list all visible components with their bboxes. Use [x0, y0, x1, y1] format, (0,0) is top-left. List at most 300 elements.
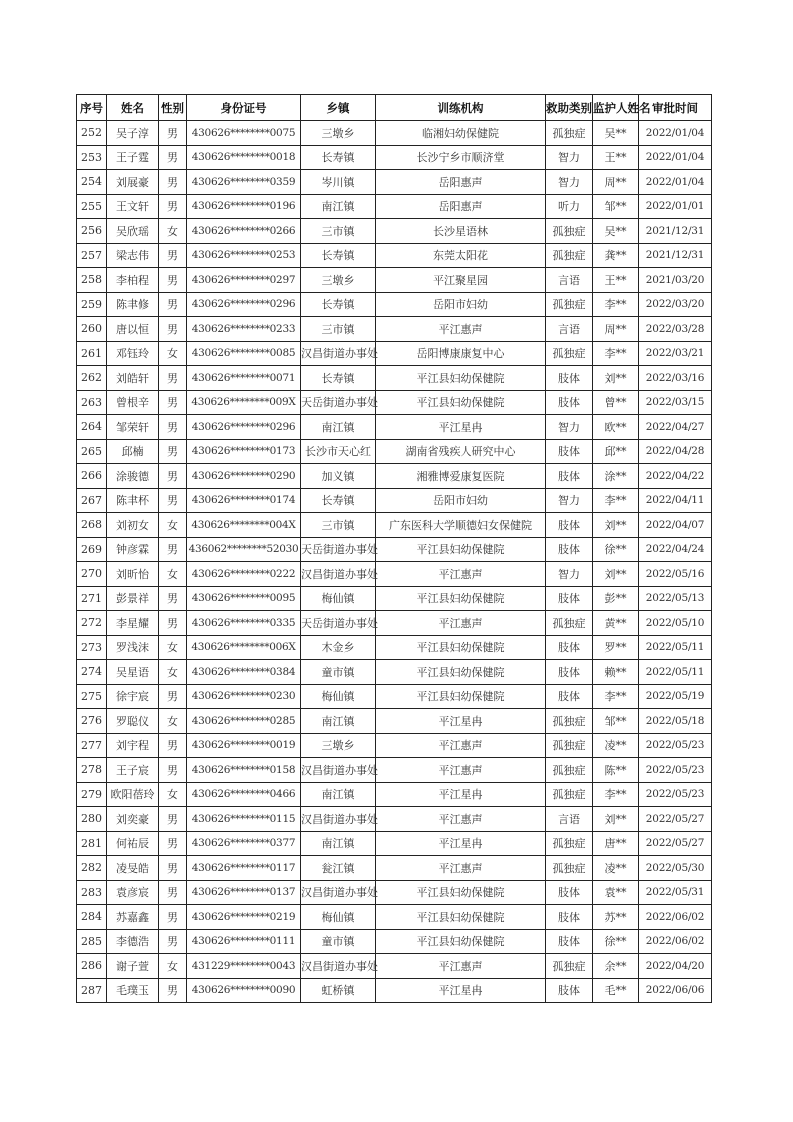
cell-seq: 260: [77, 317, 107, 342]
cell-id-number: 430626********0296: [187, 292, 301, 317]
table-row: [77, 611, 712, 636]
cell-guardian-name: 徐**: [593, 537, 639, 562]
cell-training-institution: 平江县妇幼保健院: [376, 929, 546, 954]
cell-id-number: 430626********0071: [187, 366, 301, 391]
table-row: [77, 831, 712, 856]
cell-id-number: 430626********0075: [187, 121, 301, 146]
cell-guardian-name: 吴**: [593, 121, 639, 146]
cell-approval-date: 2022/03/16: [639, 366, 712, 391]
cell-seq: 265: [77, 439, 107, 464]
cell-id-number: 430626********0359: [187, 170, 301, 195]
cell-approval-date: 2022/03/28: [639, 317, 712, 342]
cell-id-number: 431229********0043: [187, 954, 301, 979]
cell-seq: 278: [77, 758, 107, 783]
cell-assistance-category: 孤独症: [546, 121, 593, 146]
table-row: [77, 929, 712, 954]
rehab-assistance-table: [76, 94, 712, 1003]
cell-training-institution: 平江惠声: [376, 954, 546, 979]
cell-township: 三墩乡: [301, 268, 376, 293]
cell-gender: 男: [159, 733, 187, 758]
cell-training-institution: 平江惠声: [376, 758, 546, 783]
cell-gender: 女: [159, 513, 187, 538]
cell-guardian-name: 凌**: [593, 856, 639, 881]
cell-township: 南江镇: [301, 415, 376, 440]
cell-id-number: 430626********0095: [187, 586, 301, 611]
cell-township: 岑川镇: [301, 170, 376, 195]
cell-approval-date: 2022/03/15: [639, 390, 712, 415]
cell-name: 徐宇宸: [107, 684, 159, 709]
cell-gender: 女: [159, 562, 187, 587]
cell-township: 三市镇: [301, 513, 376, 538]
cell-name: 李柏程: [107, 268, 159, 293]
cell-training-institution: 平江县妇幼保健院: [376, 905, 546, 930]
cell-id-number: 430626********0253: [187, 243, 301, 268]
cell-seq: 279: [77, 782, 107, 807]
cell-guardian-name: 周**: [593, 170, 639, 195]
cell-training-institution: 平江聚星园: [376, 268, 546, 293]
table-row: [77, 880, 712, 905]
cell-assistance-category: 肢体: [546, 537, 593, 562]
cell-seq: 253: [77, 145, 107, 170]
cell-name: 刘宇程: [107, 733, 159, 758]
cell-assistance-category: 孤独症: [546, 611, 593, 636]
cell-assistance-category: 肢体: [546, 880, 593, 905]
cell-approval-date: 2022/05/27: [639, 807, 712, 832]
table-row: [77, 905, 712, 930]
cell-guardian-name: 吴**: [593, 219, 639, 244]
cell-name: 彭景祥: [107, 586, 159, 611]
cell-id-number: 430626********0158: [187, 758, 301, 783]
cell-guardian-name: 龚**: [593, 243, 639, 268]
cell-approval-date: 2021/03/20: [639, 268, 712, 293]
cell-guardian-name: 苏**: [593, 905, 639, 930]
cell-name: 王文轩: [107, 194, 159, 219]
cell-id-number: 430626********0137: [187, 880, 301, 905]
cell-township: 长寿镇: [301, 145, 376, 170]
cell-name: 王子霆: [107, 145, 159, 170]
cell-approval-date: 2022/05/23: [639, 782, 712, 807]
cell-township: 梅仙镇: [301, 684, 376, 709]
cell-id-number: 430626********0222: [187, 562, 301, 587]
cell-approval-date: 2022/05/16: [639, 562, 712, 587]
cell-township: 汉昌街道办事处: [301, 880, 376, 905]
table-row: [77, 219, 712, 244]
cell-id-number: 430626********0290: [187, 464, 301, 489]
cell-assistance-category: 孤独症: [546, 758, 593, 783]
cell-training-institution: 平江惠声: [376, 733, 546, 758]
cell-approval-date: 2022/05/10: [639, 611, 712, 636]
cell-approval-date: 2022/01/04: [639, 121, 712, 146]
cell-approval-date: 2022/05/13: [639, 586, 712, 611]
cell-approval-date: 2022/05/31: [639, 880, 712, 905]
cell-training-institution: 岳阳市妇幼: [376, 292, 546, 317]
cell-township: 瓮江镇: [301, 856, 376, 881]
cell-approval-date: 2022/04/22: [639, 464, 712, 489]
cell-training-institution: 平江星冉: [376, 782, 546, 807]
cell-name: 欧阳蓓玲: [107, 782, 159, 807]
cell-assistance-category: 孤独症: [546, 292, 593, 317]
cell-gender: 男: [159, 831, 187, 856]
cell-guardian-name: 刘**: [593, 366, 639, 391]
cell-id-number: 430626********0115: [187, 807, 301, 832]
cell-assistance-category: 肢体: [546, 586, 593, 611]
cell-seq: 261: [77, 341, 107, 366]
cell-assistance-category: 智力: [546, 170, 593, 195]
cell-approval-date: 2022/04/07: [639, 513, 712, 538]
cell-approval-date: 2022/01/04: [639, 145, 712, 170]
cell-seq: 271: [77, 586, 107, 611]
cell-guardian-name: 李**: [593, 684, 639, 709]
table-row: [77, 317, 712, 342]
cell-assistance-category: 孤独症: [546, 709, 593, 734]
cell-guardian-name: 王**: [593, 145, 639, 170]
cell-township: 加义镇: [301, 464, 376, 489]
cell-assistance-category: 孤独症: [546, 831, 593, 856]
cell-township: 汉昌街道办事处: [301, 954, 376, 979]
col-header-id-number: 身份证号: [187, 95, 301, 121]
cell-assistance-category: 孤独症: [546, 782, 593, 807]
cell-name: 钟彦霖: [107, 537, 159, 562]
cell-guardian-name: 赖**: [593, 660, 639, 685]
table-row: [77, 488, 712, 513]
cell-training-institution: 广东医科大学顺德妇女保健院: [376, 513, 546, 538]
cell-training-institution: 平江县妇幼保健院: [376, 537, 546, 562]
cell-name: 刘展豪: [107, 170, 159, 195]
cell-assistance-category: 智力: [546, 562, 593, 587]
table-row: [77, 145, 712, 170]
cell-training-institution: 平江县妇幼保健院: [376, 586, 546, 611]
cell-name: 梁志伟: [107, 243, 159, 268]
cell-training-institution: 平江星冉: [376, 831, 546, 856]
table-row: [77, 954, 712, 979]
cell-id-number: 430626********006X: [187, 635, 301, 660]
cell-approval-date: 2022/05/18: [639, 709, 712, 734]
cell-seq: 272: [77, 611, 107, 636]
cell-training-institution: 长沙星语林: [376, 219, 546, 244]
cell-gender: 男: [159, 464, 187, 489]
cell-seq: 281: [77, 831, 107, 856]
cell-approval-date: 2022/05/11: [639, 635, 712, 660]
cell-guardian-name: 唐**: [593, 831, 639, 856]
cell-assistance-category: 肢体: [546, 390, 593, 415]
cell-training-institution: 平江县妇幼保健院: [376, 660, 546, 685]
cell-township: 汉昌街道办事处: [301, 758, 376, 783]
cell-approval-date: 2022/04/27: [639, 415, 712, 440]
cell-approval-date: 2022/05/27: [639, 831, 712, 856]
cell-seq: 252: [77, 121, 107, 146]
cell-guardian-name: 邱**: [593, 439, 639, 464]
cell-id-number: 430626********0174: [187, 488, 301, 513]
cell-guardian-name: 涂**: [593, 464, 639, 489]
table-row: [77, 733, 712, 758]
cell-assistance-category: 听力: [546, 194, 593, 219]
cell-township: 天岳街道办事处: [301, 390, 376, 415]
cell-name: 邹荣轩: [107, 415, 159, 440]
cell-training-institution: 湖南省残疾人研究中心: [376, 439, 546, 464]
cell-approval-date: 2022/05/30: [639, 856, 712, 881]
cell-township: 汉昌街道办事处: [301, 807, 376, 832]
col-header-seq: 序号: [77, 95, 107, 121]
cell-gender: 女: [159, 660, 187, 685]
cell-assistance-category: 肢体: [546, 513, 593, 538]
cell-gender: 女: [159, 709, 187, 734]
cell-id-number: 430626********009X: [187, 390, 301, 415]
cell-township: 童市镇: [301, 929, 376, 954]
cell-id-number: 430626********0090: [187, 978, 301, 1003]
col-header-name: 姓名: [107, 95, 159, 121]
cell-township: 南江镇: [301, 709, 376, 734]
table-row: [77, 439, 712, 464]
cell-gender: 女: [159, 782, 187, 807]
cell-name: 袁彦宸: [107, 880, 159, 905]
cell-training-institution: 平江惠声: [376, 807, 546, 832]
cell-township: 天岳街道办事处: [301, 537, 376, 562]
cell-name: 何祐辰: [107, 831, 159, 856]
cell-township: 长寿镇: [301, 366, 376, 391]
cell-approval-date: 2022/05/19: [639, 684, 712, 709]
cell-id-number: 430626********0285: [187, 709, 301, 734]
cell-gender: 男: [159, 317, 187, 342]
cell-assistance-category: 言语: [546, 807, 593, 832]
table-row: [77, 415, 712, 440]
cell-approval-date: 2022/01/01: [639, 194, 712, 219]
cell-id-number: 430626********0219: [187, 905, 301, 930]
cell-name: 刘皓轩: [107, 366, 159, 391]
cell-guardian-name: 彭**: [593, 586, 639, 611]
cell-seq: 259: [77, 292, 107, 317]
cell-assistance-category: 智力: [546, 145, 593, 170]
cell-assistance-category: 智力: [546, 415, 593, 440]
cell-gender: 男: [159, 586, 187, 611]
cell-training-institution: 平江惠声: [376, 856, 546, 881]
cell-seq: 269: [77, 537, 107, 562]
cell-assistance-category: 肢体: [546, 366, 593, 391]
col-header-training-institution: 训练机构: [376, 95, 546, 121]
cell-assistance-category: 孤独症: [546, 243, 593, 268]
table-row: [77, 684, 712, 709]
cell-township: 长寿镇: [301, 488, 376, 513]
cell-seq: 273: [77, 635, 107, 660]
cell-assistance-category: 孤独症: [546, 219, 593, 244]
cell-guardian-name: 毛**: [593, 978, 639, 1003]
cell-name: 李德浩: [107, 929, 159, 954]
cell-assistance-category: 孤独症: [546, 954, 593, 979]
cell-guardian-name: 凌**: [593, 733, 639, 758]
cell-seq: 258: [77, 268, 107, 293]
cell-training-institution: 平江县妇幼保健院: [376, 880, 546, 905]
cell-gender: 男: [159, 292, 187, 317]
col-header-approval-date: 审批时间: [639, 95, 712, 121]
cell-id-number: 430626********0230: [187, 684, 301, 709]
cell-gender: 女: [159, 635, 187, 660]
cell-id-number: 430626********0266: [187, 219, 301, 244]
cell-id-number: 430626********004X: [187, 513, 301, 538]
cell-training-institution: 长沙宁乡市顺济堂: [376, 145, 546, 170]
cell-approval-date: 2022/06/06: [639, 978, 712, 1003]
cell-name: 刘昕怡: [107, 562, 159, 587]
cell-seq: 275: [77, 684, 107, 709]
cell-approval-date: 2022/04/20: [639, 954, 712, 979]
cell-gender: 男: [159, 880, 187, 905]
table-row: [77, 390, 712, 415]
cell-gender: 女: [159, 341, 187, 366]
cell-assistance-category: 肢体: [546, 929, 593, 954]
cell-gender: 男: [159, 929, 187, 954]
cell-training-institution: 平江惠声: [376, 611, 546, 636]
cell-id-number: 430626********0085: [187, 341, 301, 366]
cell-seq: 266: [77, 464, 107, 489]
cell-name: 邱楠: [107, 439, 159, 464]
cell-seq: 285: [77, 929, 107, 954]
cell-training-institution: 平江县妇幼保健院: [376, 366, 546, 391]
table-row: [77, 341, 712, 366]
cell-assistance-category: 肢体: [546, 464, 593, 489]
cell-township: 三墩乡: [301, 121, 376, 146]
cell-guardian-name: 李**: [593, 488, 639, 513]
cell-township: 三市镇: [301, 219, 376, 244]
cell-guardian-name: 徐**: [593, 929, 639, 954]
cell-training-institution: 平江惠声: [376, 562, 546, 587]
cell-gender: 女: [159, 954, 187, 979]
cell-gender: 男: [159, 537, 187, 562]
cell-seq: 282: [77, 856, 107, 881]
cell-name: 陈聿杯: [107, 488, 159, 513]
cell-guardian-name: 袁**: [593, 880, 639, 905]
cell-approval-date: 2022/03/21: [639, 341, 712, 366]
cell-id-number: 430626********0196: [187, 194, 301, 219]
cell-seq: 268: [77, 513, 107, 538]
table-row: [77, 807, 712, 832]
cell-assistance-category: 言语: [546, 317, 593, 342]
cell-approval-date: 2022/04/24: [639, 537, 712, 562]
cell-township: 长沙市天心红: [301, 439, 376, 464]
cell-gender: 男: [159, 145, 187, 170]
cell-training-institution: 平江县妇幼保健院: [376, 390, 546, 415]
cell-seq: 254: [77, 170, 107, 195]
table-row: [77, 268, 712, 293]
cell-gender: 男: [159, 856, 187, 881]
cell-approval-date: 2021/12/31: [639, 243, 712, 268]
cell-id-number: 430626********0019: [187, 733, 301, 758]
cell-guardian-name: 李**: [593, 782, 639, 807]
cell-name: 毛璞玉: [107, 978, 159, 1003]
cell-seq: 274: [77, 660, 107, 685]
cell-guardian-name: 刘**: [593, 513, 639, 538]
cell-training-institution: 临湘妇幼保健院: [376, 121, 546, 146]
cell-seq: 270: [77, 562, 107, 587]
cell-name: 涂骏德: [107, 464, 159, 489]
cell-gender: 男: [159, 684, 187, 709]
cell-township: 木金乡: [301, 635, 376, 660]
table-row: [77, 978, 712, 1003]
cell-approval-date: 2022/05/23: [639, 733, 712, 758]
cell-assistance-category: 言语: [546, 268, 593, 293]
cell-gender: 男: [159, 121, 187, 146]
cell-township: 三市镇: [301, 317, 376, 342]
cell-name: 吴星语: [107, 660, 159, 685]
cell-training-institution: 平江星冉: [376, 978, 546, 1003]
cell-assistance-category: 肢体: [546, 978, 593, 1003]
cell-township: 梅仙镇: [301, 905, 376, 930]
col-header-guardian-name: 监护人姓名: [593, 95, 639, 121]
cell-seq: 264: [77, 415, 107, 440]
cell-id-number: 430626********0233: [187, 317, 301, 342]
cell-township: 汉昌街道办事处: [301, 341, 376, 366]
cell-approval-date: 2022/06/02: [639, 929, 712, 954]
cell-gender: 男: [159, 170, 187, 195]
col-header-gender: 性别: [159, 95, 187, 121]
cell-gender: 男: [159, 366, 187, 391]
table-row: [77, 243, 712, 268]
cell-id-number: 430626********0296: [187, 415, 301, 440]
table-row: [77, 782, 712, 807]
cell-name: 谢子萱: [107, 954, 159, 979]
cell-approval-date: 2022/03/20: [639, 292, 712, 317]
cell-training-institution: 岳阳市妇幼: [376, 488, 546, 513]
cell-assistance-category: 智力: [546, 488, 593, 513]
cell-gender: 男: [159, 415, 187, 440]
cell-gender: 男: [159, 807, 187, 832]
cell-township: 童市镇: [301, 660, 376, 685]
cell-name: 刘奕豪: [107, 807, 159, 832]
cell-gender: 男: [159, 243, 187, 268]
cell-guardian-name: 李**: [593, 292, 639, 317]
col-header-township: 乡镇: [301, 95, 376, 121]
cell-guardian-name: 周**: [593, 317, 639, 342]
cell-name: 李星耀: [107, 611, 159, 636]
cell-seq: 286: [77, 954, 107, 979]
header-row: [77, 95, 712, 121]
cell-township: 三墩乡: [301, 733, 376, 758]
cell-training-institution: 湘雅博爱康复医院: [376, 464, 546, 489]
cell-id-number: 430626********0111: [187, 929, 301, 954]
table-row: [77, 121, 712, 146]
cell-id-number: 430626********0384: [187, 660, 301, 685]
cell-township: 南江镇: [301, 782, 376, 807]
cell-name: 苏嘉鑫: [107, 905, 159, 930]
cell-training-institution: 岳阳惠声: [376, 194, 546, 219]
cell-township: 汉昌街道办事处: [301, 562, 376, 587]
cell-name: 曾根辛: [107, 390, 159, 415]
table-row: [77, 170, 712, 195]
cell-training-institution: 岳阳博康康复中心: [376, 341, 546, 366]
cell-name: 唐以恒: [107, 317, 159, 342]
cell-seq: 287: [77, 978, 107, 1003]
cell-seq: 284: [77, 905, 107, 930]
cell-guardian-name: 曾**: [593, 390, 639, 415]
cell-id-number: 430626********0117: [187, 856, 301, 881]
cell-guardian-name: 刘**: [593, 807, 639, 832]
cell-approval-date: 2022/06/02: [639, 905, 712, 930]
cell-gender: 男: [159, 611, 187, 636]
cell-assistance-category: 孤独症: [546, 856, 593, 881]
table-row: [77, 292, 712, 317]
table-row: [77, 660, 712, 685]
cell-guardian-name: 余**: [593, 954, 639, 979]
cell-seq: 255: [77, 194, 107, 219]
cell-approval-date: 2022/04/28: [639, 439, 712, 464]
cell-name: 邓钰玲: [107, 341, 159, 366]
cell-gender: 男: [159, 194, 187, 219]
cell-assistance-category: 肢体: [546, 905, 593, 930]
col-header-assistance-category: 救助类别: [546, 95, 593, 121]
cell-id-number: 430626********0466: [187, 782, 301, 807]
cell-guardian-name: 邹**: [593, 709, 639, 734]
table-row: [77, 194, 712, 219]
cell-seq: 256: [77, 219, 107, 244]
cell-township: 南江镇: [301, 194, 376, 219]
table-row: [77, 709, 712, 734]
